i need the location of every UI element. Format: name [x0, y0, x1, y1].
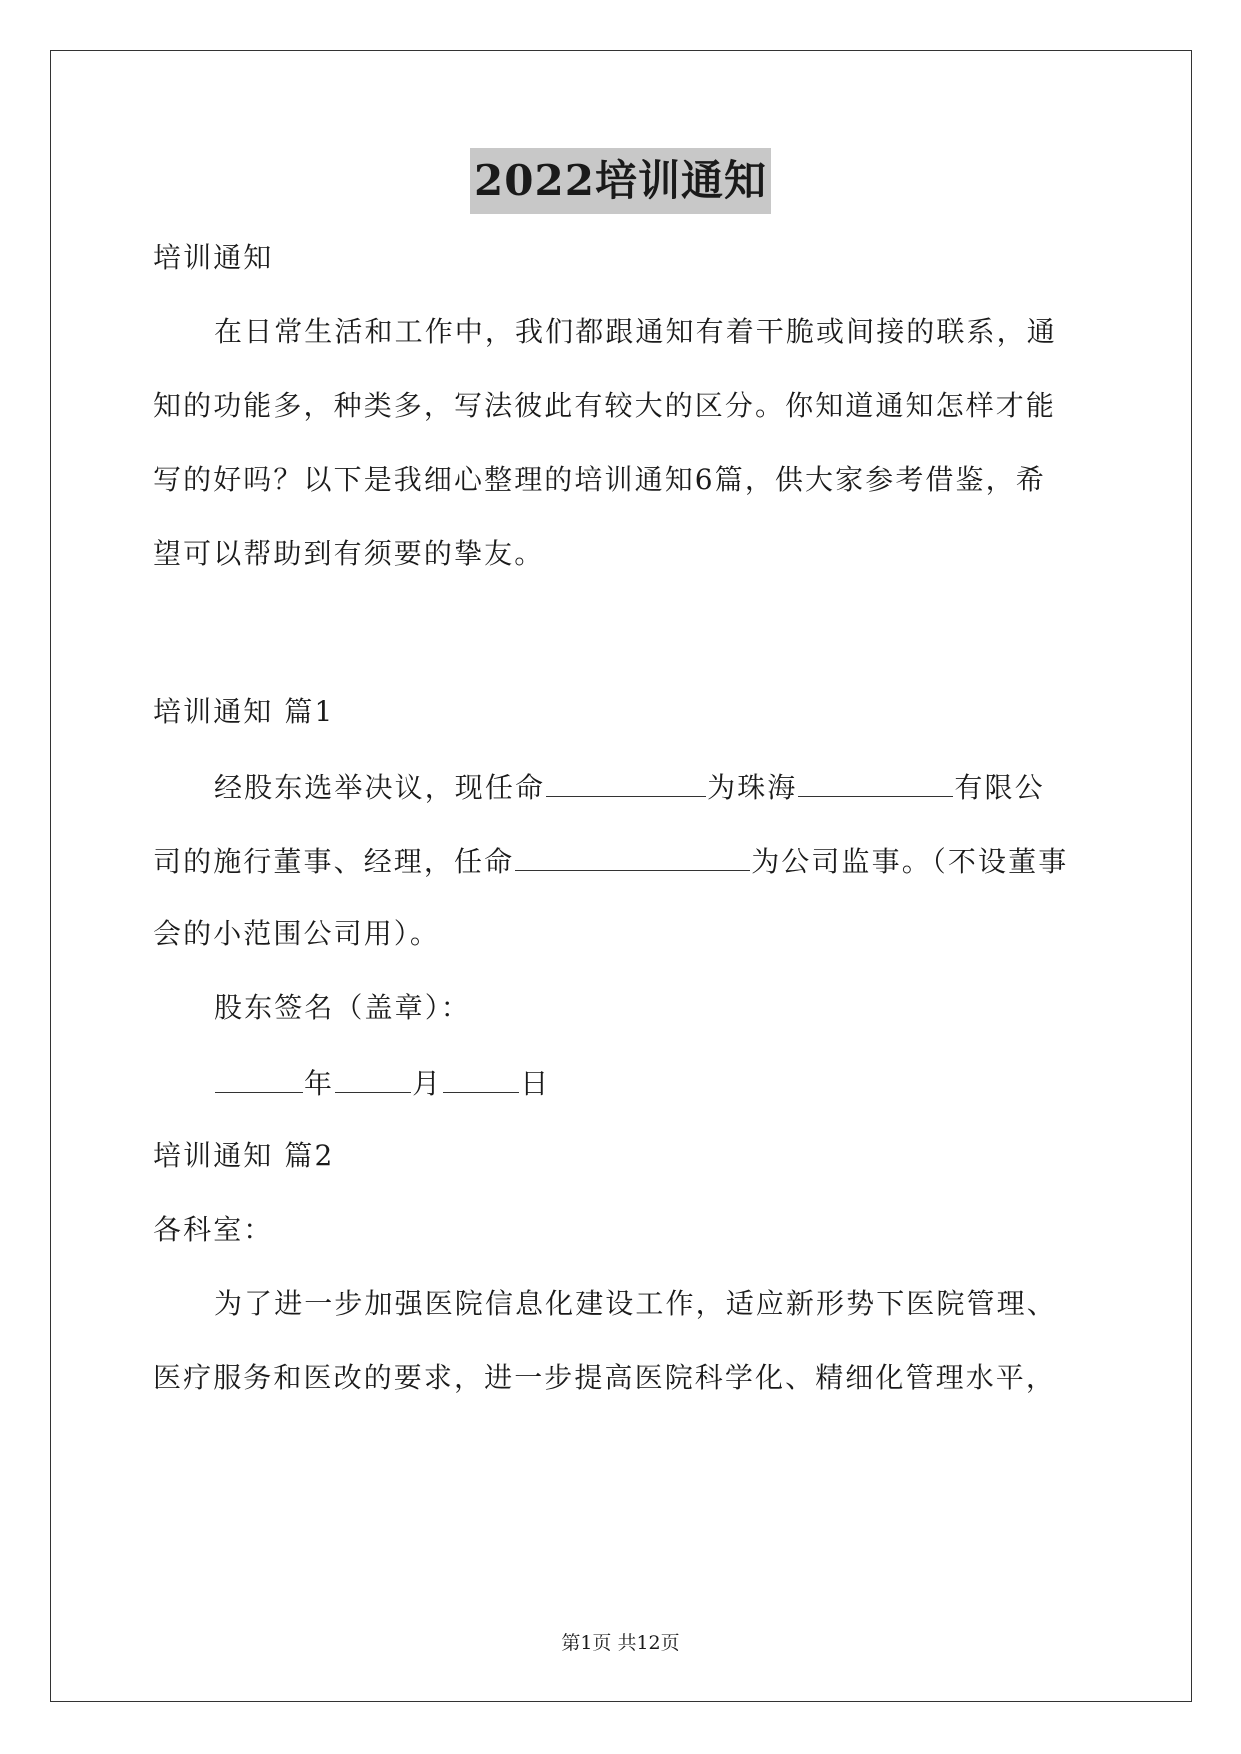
- appointment-text: 有限公: [954, 771, 1045, 804]
- intro-paragraph-line: 望可以帮助到有须要的挚友。: [153, 537, 545, 570]
- section2-heading: 培训通知 篇2: [153, 1139, 335, 1172]
- day-label: 日: [520, 1067, 551, 1100]
- appointment-text: 为珠海: [707, 771, 798, 804]
- appointment-paragraph-line: [214, 766, 1045, 806]
- document-title-text: 2022培训通知: [470, 148, 771, 214]
- month-blank: [335, 1062, 411, 1093]
- document-title: [0, 148, 1241, 214]
- appointment-text: 经股东选举决议，现任命: [214, 771, 546, 804]
- notice-paragraph-line: 为了进一步加强医院信息化建设工作，适应新形势下医院管理、: [214, 1287, 1057, 1320]
- day-blank: [443, 1062, 519, 1093]
- appointment-text: 司的施行董事、经理，任命: [153, 845, 515, 878]
- date-line: [214, 1062, 550, 1102]
- appointment-paragraph-line: 会的小范围公司用）。: [153, 917, 441, 950]
- appointment-paragraph-line: [153, 840, 1068, 880]
- intro-paragraph-line: 知的功能多，种类多，写法彼此有较大的区分。你知道通知怎样才能: [153, 389, 1057, 422]
- section1-heading: 培训通知 篇1: [153, 695, 335, 728]
- page-number-footer: 第1页 共12页: [561, 1632, 680, 1654]
- year-label: 年: [304, 1067, 335, 1100]
- supervisor-name-blank: [515, 840, 750, 871]
- notice-paragraph-line: 医疗服务和医改的要求，进一步提高医院科学化、精细化管理水平，: [153, 1361, 1057, 1394]
- year-blank: [215, 1062, 303, 1093]
- appointee-name-blank: [546, 766, 706, 797]
- shareholder-signature-label: 股东签名（盖章）：: [214, 991, 471, 1024]
- intro-paragraph-line: 写的好吗？以下是我细心整理的培训通知6篇，供大家参考借鉴，希: [153, 463, 1046, 496]
- month-label: 月: [412, 1067, 443, 1100]
- salutation: 各科室：: [153, 1213, 274, 1246]
- company-name-blank: [798, 766, 953, 797]
- appointment-text: 为公司监事。（不设董事: [751, 845, 1069, 878]
- intro-paragraph-line: 在日常生活和工作中，我们都跟通知有着干脆或间接的联系，通: [214, 315, 1057, 348]
- intro-heading: 培训通知: [153, 241, 274, 274]
